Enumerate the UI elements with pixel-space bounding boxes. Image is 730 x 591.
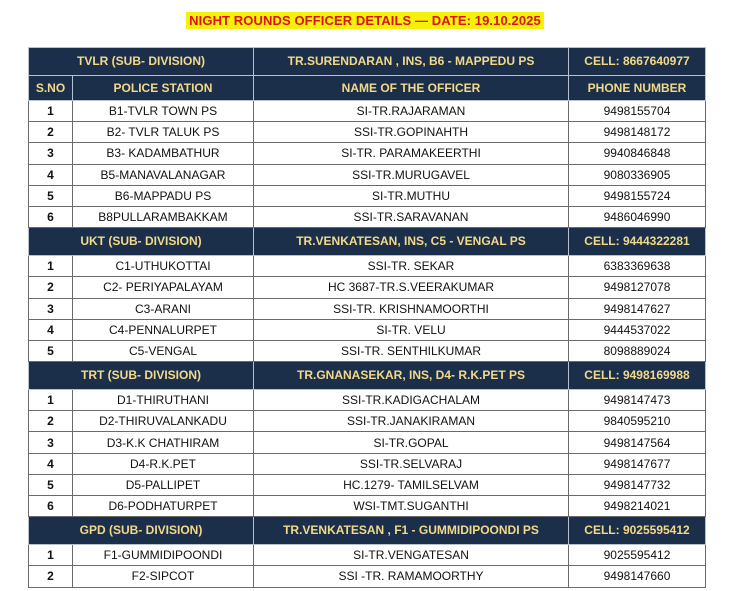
row-station: D5-PALLIPET	[73, 474, 254, 495]
row-officer: SSI-TR.MURUGAVEL	[254, 164, 569, 185]
row-officer: SI-TR.VENGATESAN	[254, 545, 569, 566]
row-phone: 9498147677	[569, 453, 706, 474]
row-sno: 3	[29, 298, 73, 319]
division-inspector: TR.VENKATESAN, INS, C5 - VENGAL PS	[254, 228, 569, 256]
row-phone: 9498214021	[569, 496, 706, 517]
row-station: F1-GUMMIDIPOONDI	[73, 545, 254, 566]
row-sno: 4	[29, 453, 73, 474]
row-phone: 9498147732	[569, 474, 706, 495]
officer-table-body	[29, 48, 706, 588]
column-header-row	[29, 76, 706, 101]
table-row	[29, 206, 706, 227]
row-phone: 9840595210	[569, 411, 706, 432]
row-sno: 4	[29, 319, 73, 340]
table-row	[29, 566, 706, 587]
row-phone: 9498147473	[569, 390, 706, 411]
table-row	[29, 453, 706, 474]
row-station: B2- TVLR TALUK PS	[73, 122, 254, 143]
row-sno: 2	[29, 411, 73, 432]
row-officer: SSI-TR.SARAVANAN	[254, 206, 569, 227]
row-phone: 9498147627	[569, 298, 706, 319]
row-phone: 8098889024	[569, 340, 706, 361]
table-row	[29, 319, 706, 340]
table-row	[29, 122, 706, 143]
division-name: TRT (SUB- DIVISION)	[29, 362, 254, 390]
row-officer: SSI-TR. KRISHNAMOORTHI	[254, 298, 569, 319]
row-sno: 6	[29, 496, 73, 517]
row-station: C4-PENNALURPET	[73, 319, 254, 340]
row-station: D3-K.K CHATHIRAM	[73, 432, 254, 453]
row-station: C3-ARANI	[73, 298, 254, 319]
table-row	[29, 277, 706, 298]
row-station: B3- KADAMBATHUR	[73, 143, 254, 164]
row-phone: 9498155704	[569, 101, 706, 122]
row-station: D2-THIRUVALANKADU	[73, 411, 254, 432]
row-officer: SSI-TR. SENTHILKUMAR	[254, 340, 569, 361]
row-station: C5-VENGAL	[73, 340, 254, 361]
row-officer: SSI-TR.SELVARAJ	[254, 453, 569, 474]
row-sno: 4	[29, 164, 73, 185]
row-officer: SI-TR.GOPAL	[254, 432, 569, 453]
row-sno: 3	[29, 143, 73, 164]
division-header-row	[29, 517, 706, 545]
row-station: F2-SIPCOT	[73, 566, 254, 587]
division-name: GPD (SUB- DIVISION)	[29, 517, 254, 545]
division-inspector: TR.VENKATESAN , F1 - GUMMIDIPOONDI PS	[254, 517, 569, 545]
row-station: D1-THIRUTHANI	[73, 390, 254, 411]
table-row	[29, 545, 706, 566]
row-officer: SSI-TR.JANAKIRAMAN	[254, 411, 569, 432]
title-wrap	[0, 12, 730, 30]
table-row	[29, 340, 706, 361]
row-phone: 9080336905	[569, 164, 706, 185]
row-sno: 1	[29, 545, 73, 566]
division-header-row	[29, 48, 706, 76]
row-phone: 9498155724	[569, 185, 706, 206]
row-station: D4-R.K.PET	[73, 453, 254, 474]
row-sno: 1	[29, 390, 73, 411]
division-name: TVLR (SUB- DIVISION)	[29, 48, 254, 76]
row-officer: HC.1279- TAMILSELVAM	[254, 474, 569, 495]
division-cell: CELL: 9498169988	[569, 362, 706, 390]
division-inspector: TR.SURENDARAN , INS, B6 - MAPPEDU PS	[254, 48, 569, 76]
table-row	[29, 474, 706, 495]
page-title: NIGHT ROUNDS OFFICER DETAILS — DATE: 19.10.2025	[186, 12, 544, 29]
row-phone: 9486046990	[569, 206, 706, 227]
row-station: D6-PODHATURPET	[73, 496, 254, 517]
table-row	[29, 101, 706, 122]
column-header-station: POLICE STATION	[73, 76, 254, 101]
row-phone: 9498147564	[569, 432, 706, 453]
row-officer: SI-TR. VELU	[254, 319, 569, 340]
row-officer: SSI-TR. SEKAR	[254, 256, 569, 277]
row-sno: 2	[29, 566, 73, 587]
row-station: C1-UTHUKOTTAI	[73, 256, 254, 277]
row-station: B5-MANAVALANAGAR	[73, 164, 254, 185]
table-row	[29, 143, 706, 164]
division-header-row	[29, 228, 706, 256]
division-cell: CELL: 9444322281	[569, 228, 706, 256]
row-sno: 5	[29, 474, 73, 495]
table-row	[29, 496, 706, 517]
row-sno: 2	[29, 122, 73, 143]
division-name: UKT (SUB- DIVISION)	[29, 228, 254, 256]
row-station: C2- PERIYAPALAYAM	[73, 277, 254, 298]
row-station: B8PULLARAMBAKKAM	[73, 206, 254, 227]
row-sno: 3	[29, 432, 73, 453]
row-sno: 6	[29, 206, 73, 227]
row-phone: 9498147660	[569, 566, 706, 587]
row-officer: SI-TR. PARAMAKEERTHI	[254, 143, 569, 164]
column-header-sno: S.NO	[29, 76, 73, 101]
table-row	[29, 390, 706, 411]
row-sno: 1	[29, 256, 73, 277]
table-row	[29, 411, 706, 432]
row-officer: SSI-TR.GOPINAHTH	[254, 122, 569, 143]
table-row	[29, 298, 706, 319]
row-officer: SI-TR.MUTHU	[254, 185, 569, 206]
row-officer: SSI-TR.KADIGACHALAM	[254, 390, 569, 411]
table-row	[29, 256, 706, 277]
column-header-phone: PHONE NUMBER	[569, 76, 706, 101]
row-officer: HC 3687-TR.S.VEERAKUMAR	[254, 277, 569, 298]
row-sno: 1	[29, 101, 73, 122]
table-row	[29, 164, 706, 185]
row-officer: SI-TR.RAJARAMAN	[254, 101, 569, 122]
division-cell: CELL: 8667640977	[569, 48, 706, 76]
row-station: B1-TVLR TOWN PS	[73, 101, 254, 122]
row-sno: 2	[29, 277, 73, 298]
division-inspector: TR.GNANASEKAR, INS, D4- R.K.PET PS	[254, 362, 569, 390]
row-station: B6-MAPPADU PS	[73, 185, 254, 206]
table-row	[29, 185, 706, 206]
division-cell: CELL: 9025595412	[569, 517, 706, 545]
row-phone: 9025595412	[569, 545, 706, 566]
division-header-row	[29, 362, 706, 390]
row-phone: 6383369638	[569, 256, 706, 277]
column-header-officer: NAME OF THE OFFICER	[254, 76, 569, 101]
row-phone: 9498127078	[569, 277, 706, 298]
row-sno: 5	[29, 340, 73, 361]
row-phone: 9940846848	[569, 143, 706, 164]
officer-table	[28, 47, 706, 588]
row-officer: SSI -TR. RAMAMOORTHY	[254, 566, 569, 587]
row-sno: 5	[29, 185, 73, 206]
row-phone: 9444537022	[569, 319, 706, 340]
row-phone: 9498148172	[569, 122, 706, 143]
table-row	[29, 432, 706, 453]
row-officer: WSI-TMT.SUGANTHI	[254, 496, 569, 517]
